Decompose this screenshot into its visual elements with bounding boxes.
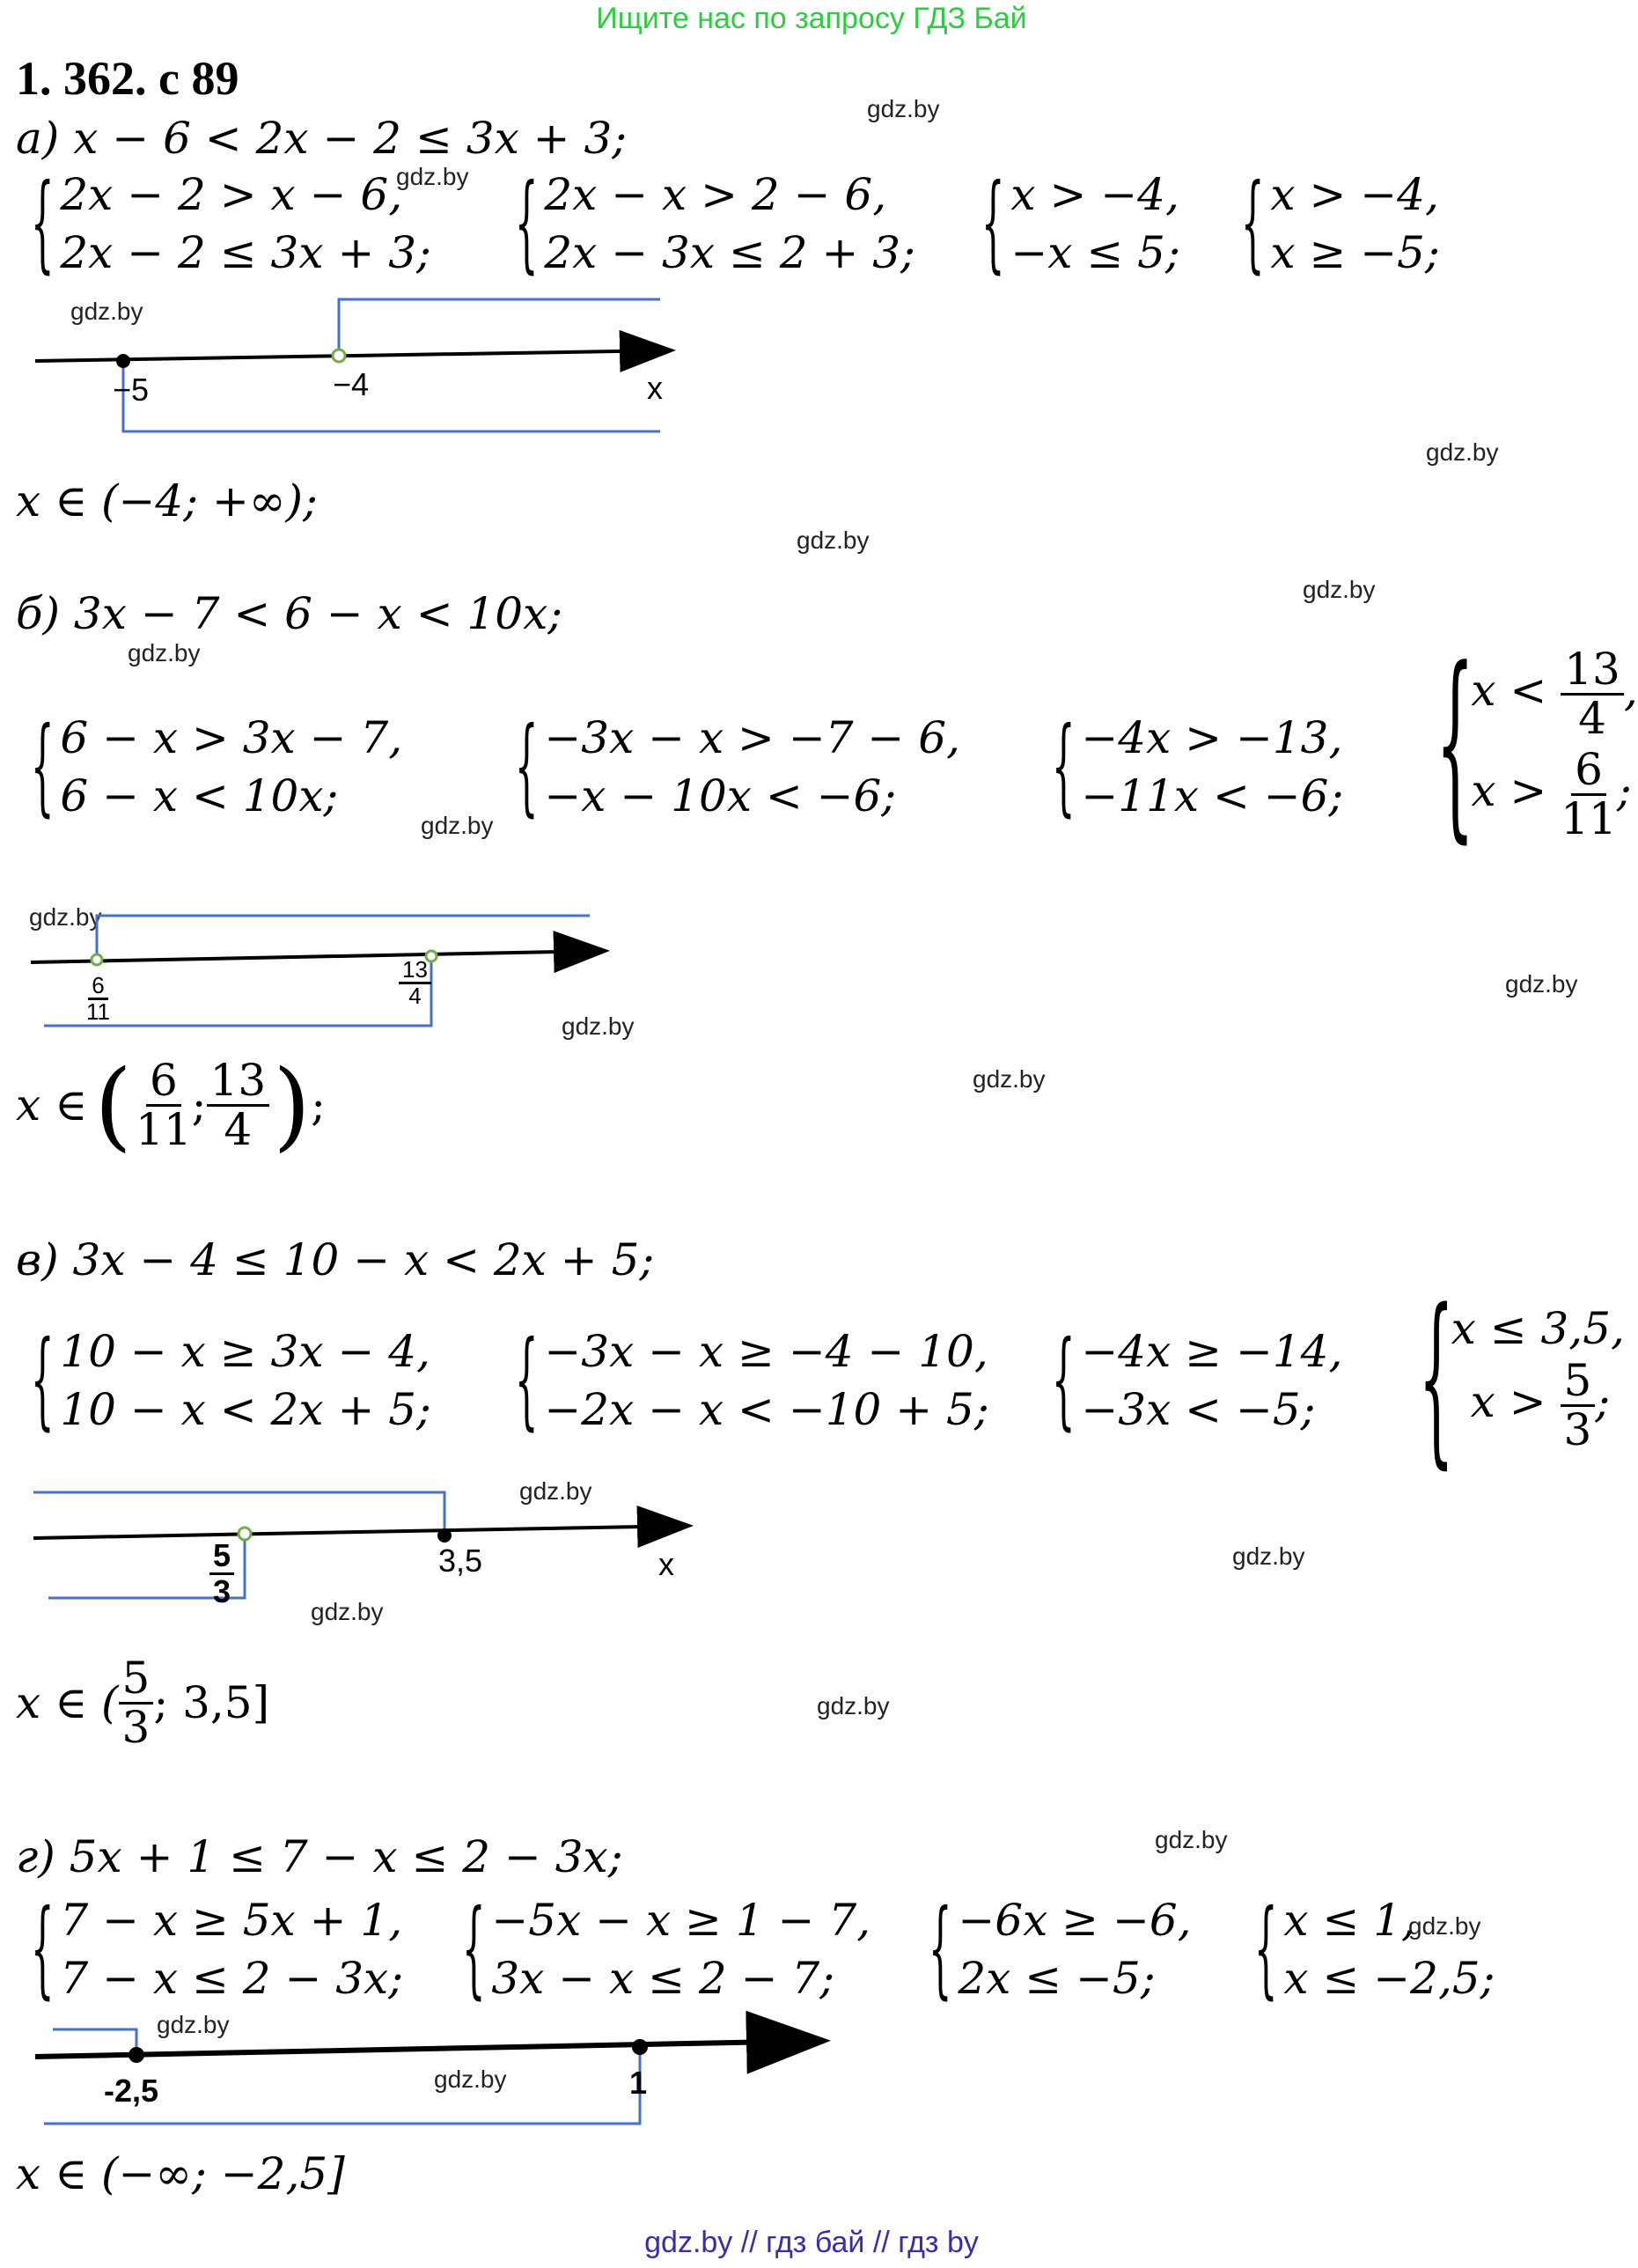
watermark: gdz.by — [867, 95, 940, 122]
line: 10 − x < 2x + 5; — [60, 1384, 431, 1435]
brace: { — [981, 162, 1005, 284]
line: 2x − 2 ≤ 3x + 3; — [60, 227, 431, 278]
task-v: в) 3x − 4 ≤ 10 − x < 2x + 5; — [16, 1234, 655, 1285]
system-g3 — [907, 1888, 1192, 2010]
watermark: gdz.by — [70, 298, 143, 325]
fraction: $\frac{13}{4}$ — [1561, 646, 1624, 741]
punct: , — [1623, 665, 1638, 716]
problem-title: 1. 362. с 89 — [16, 52, 239, 105]
brace: { — [1436, 626, 1475, 861]
system-g1 — [9, 1888, 404, 2010]
number-line-b — [31, 916, 603, 1026]
brace: { — [1051, 705, 1076, 828]
line: x > — [1471, 765, 1547, 816]
closed-point — [437, 1528, 452, 1543]
system-v1 — [9, 1319, 431, 1441]
line: 3x − x ≤ 2 − 7; — [491, 1953, 835, 2004]
number-line-v — [33, 1492, 687, 1598]
line: 6 − x > 3x − 7, — [60, 712, 403, 763]
punct: ; — [1616, 765, 1632, 816]
system-g4 — [1232, 1888, 1495, 2010]
line: 2x ≤ −5; — [958, 1953, 1156, 2004]
open-point — [92, 954, 102, 965]
line: −3x < −5; — [1081, 1384, 1316, 1435]
system-g2 — [440, 1888, 871, 2010]
watermark: gdz.by — [817, 1692, 890, 1719]
line: 6 − x < 10x; — [60, 770, 339, 821]
line: −11x < −6; — [1081, 770, 1344, 821]
line: x > — [1470, 1376, 1546, 1427]
axis-label: −5 — [113, 372, 150, 408]
line: x ≤ 3,5, — [1451, 1303, 1625, 1354]
system-v4 — [1377, 1270, 1625, 1485]
watermark: gdz.by — [1155, 1826, 1228, 1853]
axis-label: x — [647, 370, 663, 406]
line: x > −4, — [1010, 169, 1179, 220]
open-point — [333, 350, 345, 362]
brace: { — [514, 162, 539, 284]
axis-label-fraction: $\frac{13}{4}$ — [399, 958, 431, 1009]
line: x ≤ 1, — [1283, 1895, 1415, 1946]
top-banner: Ищите нас по запросу ГДЗ Бай — [596, 2, 1027, 35]
line: x ≤ −2,5; — [1283, 1953, 1495, 2004]
task-b: б) 3x − 7 < 6 − x < 10x; — [16, 588, 563, 639]
line: −4x > −13, — [1081, 712, 1343, 763]
line: −3x − x ≥ −4 − 10, — [544, 1326, 988, 1377]
line: −3x − x > −7 − 6, — [544, 712, 960, 763]
axis-label: 1 — [629, 2065, 648, 2101]
answer-text: x ∈ ( — [16, 1677, 119, 1728]
watermark: gdz.by — [1303, 576, 1376, 603]
line: 7 − x ≥ 5x + 1, — [60, 1895, 403, 1946]
brace: { — [1253, 1888, 1278, 2010]
punct: ; — [1595, 1376, 1611, 1427]
system-b3 — [1030, 705, 1344, 828]
watermark: gdz.by — [1232, 1543, 1305, 1570]
system-b4 — [1391, 626, 1638, 861]
line: 2x − x > 2 − 6, — [544, 169, 887, 220]
watermark: gdz.by — [29, 903, 102, 931]
separator: ; — [191, 1079, 207, 1130]
line: 2x − 3x ≤ 2 + 3; — [544, 227, 915, 278]
watermark: gdz.by — [157, 2011, 230, 2038]
system-v3 — [1030, 1319, 1343, 1441]
watermark: gdz.by — [973, 1065, 1046, 1093]
line: −4x ≥ −14, — [1081, 1326, 1343, 1377]
line: x ≥ −5; — [1270, 227, 1440, 278]
answer-b: x ∈ ( $\frac{6}{11}$ ; $\frac{13}{4}$ ) ; — [16, 1049, 326, 1161]
watermark: gdz.by — [434, 2066, 507, 2093]
answer-a: x ∈ (−4; +∞); — [16, 475, 318, 526]
line: −2x − x < −10 + 5; — [544, 1384, 989, 1435]
brace: { — [30, 1888, 55, 2010]
closed-point — [129, 2047, 144, 2063]
brace: { — [1051, 1319, 1076, 1441]
axis-label: -2,5 — [104, 2073, 159, 2109]
open-point — [239, 1528, 251, 1540]
line: 10 − x ≥ 3x − 4, — [60, 1326, 430, 1377]
line: −x ≤ 5; — [1010, 227, 1180, 278]
watermark: gdz.by — [396, 163, 469, 190]
brace: { — [514, 1319, 539, 1441]
axis-label-fraction: $\frac{5}{3}$ — [209, 1539, 234, 1609]
line: −5x − x ≥ 1 − 7, — [491, 1895, 871, 1946]
brace: { — [1418, 1270, 1454, 1485]
answer-text: x ∈ — [16, 1079, 88, 1130]
number-line-a — [35, 299, 669, 431]
fraction: $\frac{6}{11}$ — [136, 1055, 192, 1155]
system-v2 — [493, 1319, 989, 1441]
watermark: gdz.by — [311, 1598, 384, 1625]
watermark: gdz.by — [797, 526, 870, 554]
system-b1 — [9, 705, 403, 828]
axis-label-fraction: $\frac{6}{11}$ — [86, 972, 110, 1026]
answer-text: ; 3,5] — [153, 1677, 270, 1728]
brace: { — [928, 1888, 952, 2010]
line: 2x − 2 > x − 6, — [60, 169, 403, 220]
task-a: а) x − 6 < 2x − 2 ≤ 3x + 3; — [16, 113, 628, 164]
line: x > −4, — [1270, 169, 1439, 220]
system-b2 — [493, 705, 960, 828]
brace: { — [461, 1888, 486, 2010]
axis-label: x — [555, 942, 568, 971]
watermark: gdz.by — [519, 1477, 592, 1505]
watermark: gdz.by — [128, 639, 201, 666]
axis-label: x — [658, 1546, 674, 1582]
watermark: gdz.by — [1408, 1912, 1481, 1940]
brace: { — [30, 1319, 55, 1441]
answer-g: x ∈ (−∞; −2,5] — [16, 2148, 345, 2199]
watermark: gdz.by — [421, 812, 494, 839]
watermark: gdz.by — [562, 1012, 635, 1040]
watermark: gdz.by — [1505, 970, 1578, 998]
line: −x − 10x < −6; — [544, 770, 897, 821]
fraction: $\frac{5}{3}$ — [119, 1655, 154, 1750]
fraction: $\frac{6}{11}$ — [1561, 744, 1617, 844]
line: −6x ≥ −6, — [958, 1895, 1192, 1946]
closed-point — [116, 354, 130, 368]
brace: { — [1240, 162, 1265, 284]
fraction: $\frac{5}{3}$ — [1561, 1358, 1596, 1453]
task-g: г) 5x + 1 ≤ 7 − x ≤ 2 − 3x; — [16, 1831, 623, 1882]
axis-label: x — [757, 2025, 775, 2061]
brace: { — [30, 705, 55, 828]
line: x < — [1471, 665, 1547, 716]
watermark: gdz.by — [1426, 438, 1499, 466]
brace: { — [30, 162, 55, 284]
brace: { — [514, 705, 539, 828]
answer-v — [16, 1653, 270, 1753]
axis-label: 3,5 — [438, 1543, 483, 1579]
footer: gdz.by // гдз бай // гдз by — [644, 2226, 979, 2259]
closed-point — [632, 2039, 648, 2055]
punct: ; — [311, 1079, 326, 1130]
line: 7 − x ≤ 2 − 3x; — [60, 1953, 404, 2004]
axis-label: −4 — [333, 366, 370, 402]
fraction: $\frac{13}{4}$ — [207, 1057, 270, 1152]
